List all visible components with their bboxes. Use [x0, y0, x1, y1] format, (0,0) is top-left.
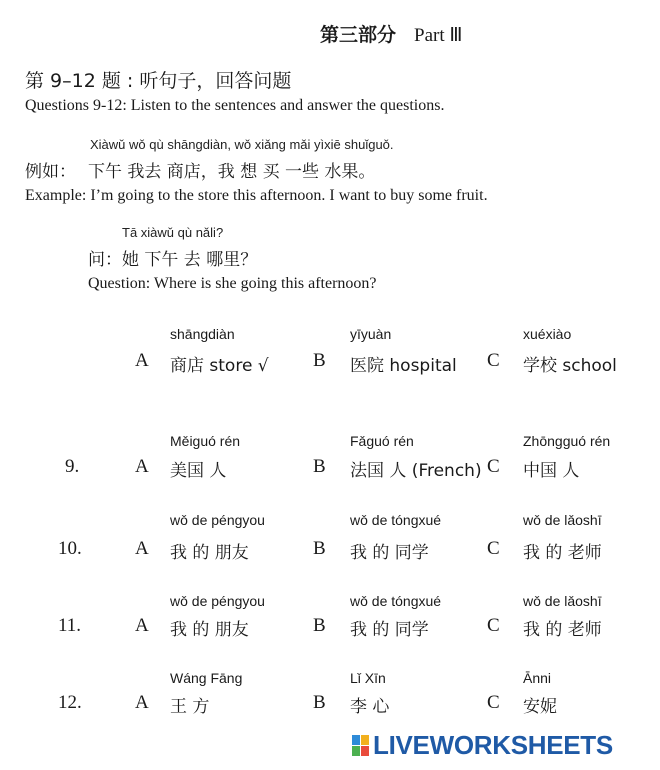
q12-option-a[interactable]: 王 方 [170, 697, 210, 717]
example-question-label: 问： [88, 250, 122, 270]
option-pinyin: wǒ de tóngxué [350, 512, 442, 528]
q9-option-c[interactable]: 中国 人 [523, 461, 580, 481]
option-letter: A [135, 692, 149, 713]
question-number: 11. [58, 615, 82, 636]
option-letter: B [313, 538, 326, 559]
option-letter: C [487, 615, 500, 636]
question-number: 10. [58, 538, 82, 559]
option-letter: C [487, 538, 500, 559]
option-pinyin: wǒ de lǎoshī [523, 512, 602, 528]
option-pinyin: xuéxiào [523, 326, 572, 342]
option-pinyin: Měiguó rén [170, 433, 241, 449]
q11-option-c[interactable]: 我 的 老师 [523, 620, 602, 640]
option-letter: A [135, 456, 149, 477]
option-pinyin: Wáng Fāng [170, 670, 243, 686]
option-letter: A [135, 538, 149, 559]
section-title-en: Part Ⅲ [414, 25, 463, 46]
q10-option-c[interactable]: 我 的 老师 [523, 543, 602, 563]
option-letter: B [313, 615, 326, 636]
example-option-a[interactable]: 商店 store √ [170, 356, 269, 376]
example-option-b[interactable]: 医院 hospital [350, 356, 457, 376]
option-pinyin: wǒ de péngyou [170, 512, 265, 528]
liveworksheets-logo-icon [352, 735, 370, 757]
section-title-zh: 第三部分 [320, 25, 397, 46]
option-pinyin: Ānni [523, 670, 552, 686]
option-letter: B [313, 456, 326, 477]
example-sentence: 下午 我去 商店，我 想 买 一些 水果。 [88, 162, 376, 182]
q10-option-a[interactable]: 我 的 朋友 [170, 543, 249, 563]
q12-option-c[interactable]: 安妮 [523, 697, 557, 717]
option-letter: C [487, 692, 500, 713]
question-number: 9. [65, 456, 80, 477]
option-pinyin: shāngdiàn [170, 326, 235, 342]
option-pinyin: wǒ de péngyou [170, 593, 265, 609]
liveworksheets-logo[interactable] [352, 730, 613, 761]
example-pinyin: Xiàwǔ wǒ qù shāngdiàn, wǒ xiǎng mǎi yìxiē shuǐguǒ. [90, 137, 394, 152]
q12-option-b[interactable]: 李 心 [350, 697, 390, 717]
option-pinyin: wǒ de tóngxué [350, 593, 442, 609]
option-letter: B [313, 350, 326, 371]
example-question-en: Question: Where is she going this afternoon? [88, 275, 377, 292]
example-question-pinyin: Tā xiàwǔ qù nǎli? [122, 225, 224, 240]
section-title [320, 20, 462, 47]
example-label: 例如： [25, 162, 76, 182]
example-translation: Example: I’m going to the store this afternoon. I want to buy some fruit. [25, 187, 488, 204]
option-pinyin: yīyuàn [350, 326, 392, 342]
q9-option-b[interactable]: 法国 人 (French) [350, 461, 482, 481]
option-pinyin: Zhōngguó rén [523, 433, 611, 449]
logo-text: LIVEWORKSHEETS [373, 730, 613, 760]
option-letter: C [487, 350, 500, 371]
option-pinyin: Lǐ Xīn [350, 670, 386, 686]
option-letter: C [487, 456, 500, 477]
option-letter: B [313, 692, 326, 713]
instructions-en: Questions 9-12: Listen to the sentences and answer the questions. [25, 97, 445, 114]
q11-option-a[interactable]: 我 的 朋友 [170, 620, 249, 640]
question-number: 12. [58, 692, 82, 713]
q10-option-b[interactable]: 我 的 同学 [350, 543, 429, 563]
option-pinyin: Fǎguó rén [350, 433, 414, 449]
example-option-c[interactable]: 学校 school [523, 356, 617, 376]
instructions-zh: 第 9–12 题 : 听句子，回答问题 [25, 70, 292, 92]
option-pinyin: wǒ de lǎoshī [523, 593, 602, 609]
option-letter: A [135, 350, 149, 371]
q9-option-a[interactable]: 美国 人 [170, 461, 227, 481]
q11-option-b[interactable]: 我 的 同学 [350, 620, 429, 640]
example-question-zh: 她 下午 去 哪里？ [122, 250, 258, 270]
option-letter: A [135, 615, 149, 636]
